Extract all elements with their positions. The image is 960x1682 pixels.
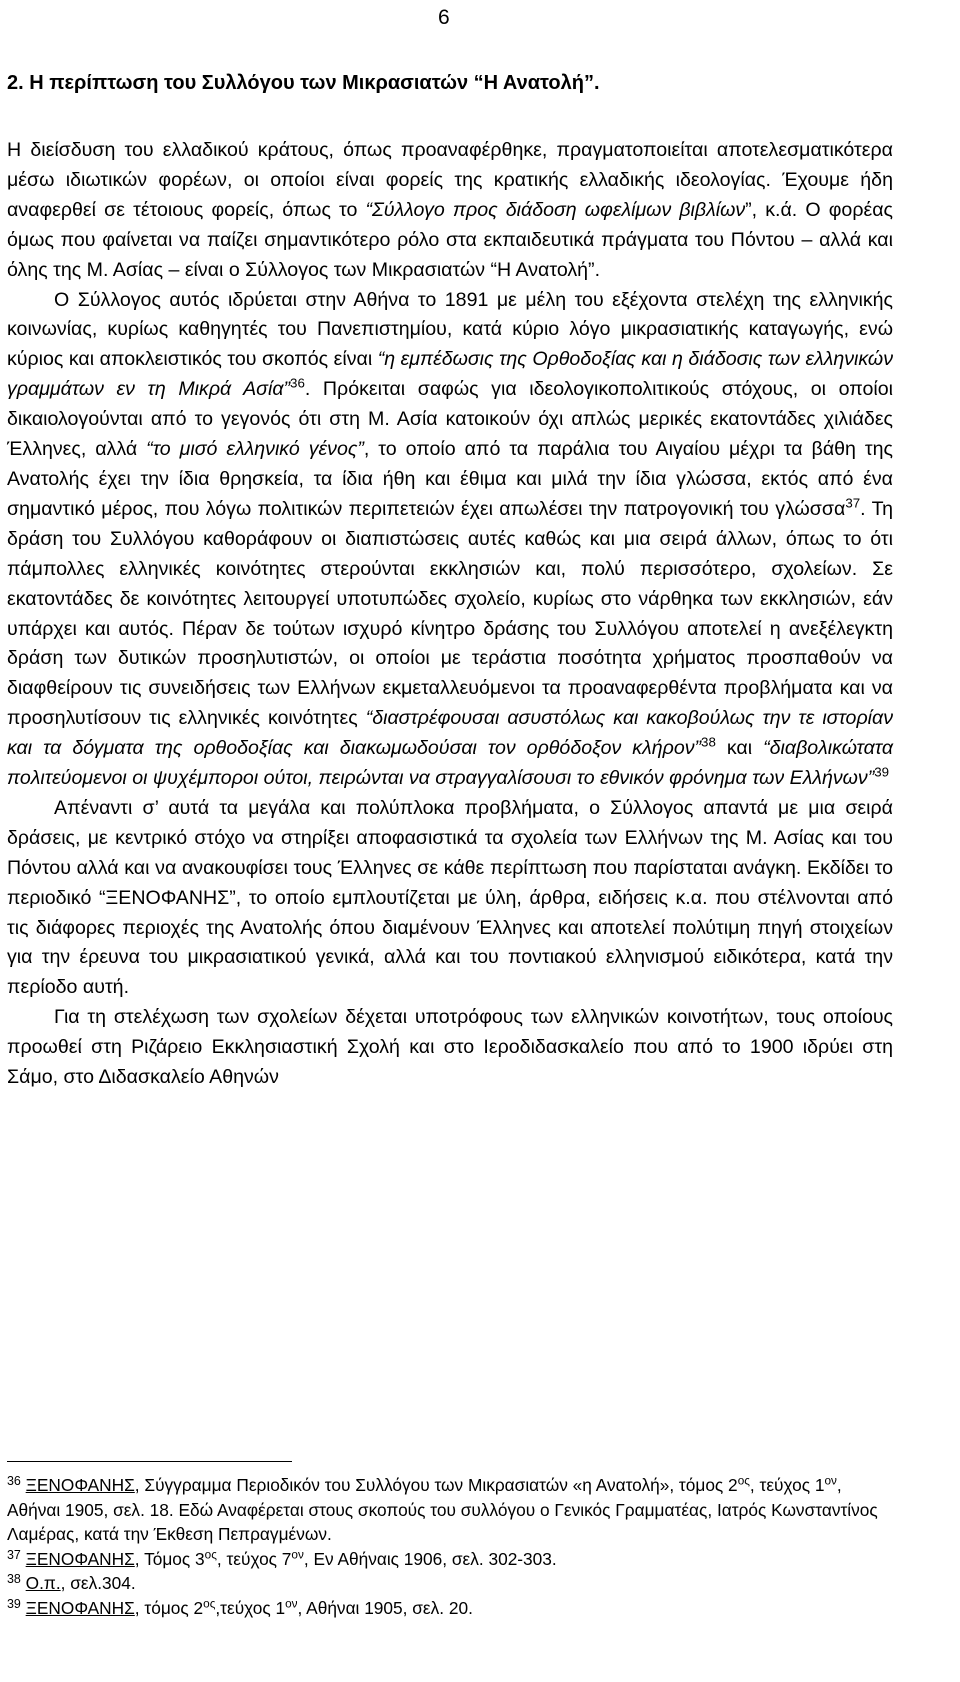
text: Η διείσδυση του ελλαδικού κράτους, όπως προαναφέρθηκε, πραγματοποιείται αποτελεσματικότερα μέσω ιδιωτικών φορέων, οι οποίοι είναι φορείς της κρατικής ελλαδικής ιδεολογίας. Έχουμε ήδη αναφερθεί σε τέτοιους φορείς, όπως το — [7, 139, 893, 221]
footnote-ref-38[interactable]: 38 — [701, 734, 716, 750]
footnote-source-link[interactable]: ΞΕΝΟΦΑΝΗΣ — [25, 1597, 135, 1618]
footnote-source-link[interactable]: Ο.π. — [25, 1573, 61, 1594]
text: ος — [203, 1597, 216, 1611]
text: . Τη δράση του Συλλόγου καθοράφουν οι διαπιστώσεις αυτές καθώς και μια σειρά άλλων, όπως το ότι πάμπολλες ελληνικές κοινότητες στερούνται εκκλησιών και, πολύ περισσότερο, σχολείων. Σε εκατοντάδες δε κοινότητες λειτουργεί υποτυπώδες σχολείο, κυρίως στο νάρθηκα των εκκλησιών, εάν υπάρχει και αυτός. Πέραν δε τούτων ισχυρό κίνητρο δράσης του Συλλόγου αποτελεί η ανεξέλεγκτη δράση των δυτικών προσηλυτιστών, οι οποίοι με τεράστια ποσότητα χρήματος προσπαθούν να διαφθείρουν τις συνειδήσεις των Ελλήνων εκμεταλλευόμενοι τα προαναφερθέντα προβλήματα και να προσηλυτίσουν τις ελληνικές κοινότητες — [7, 497, 893, 730]
page-number: 6 — [438, 6, 450, 29]
text: ον — [285, 1597, 298, 1611]
quote: “το μισό ελληνικό γένος” — [146, 438, 364, 461]
footnote-number: 37 — [7, 1547, 21, 1562]
body-text — [7, 136, 893, 1093]
text: ος — [737, 1474, 750, 1488]
footnote-source-link[interactable]: ΞΕΝΟΦΑΝΗΣ — [25, 1475, 135, 1495]
text: , τεύχος 1 — [749, 1475, 825, 1495]
text: ”, κ.ά. Ο φορέας όμως που φαίνεται να παίζει σημαντικότερο ρόλο στα εκπαιδευτικά πράγματα του Πόντου – αλλά και όλης της Μ. Ασίας – είναι ο Σύλλογος των Μικρασιατών “Η Ανατολή”. — [7, 198, 893, 281]
footnote-37 — [7, 1547, 893, 1572]
footnote-ref-37[interactable]: 37 — [845, 495, 861, 511]
text: , τόμος 2 — [134, 1597, 204, 1618]
footnote-38 — [7, 1571, 893, 1596]
quoted-title: “Σύλλογο προς διάδοση ωφελίμων βιβλίων — [365, 198, 746, 221]
footnote-number: 39 — [7, 1596, 21, 1611]
text: Ο Σύλλογος αυτός ιδρύεται στην Αθήνα το 1891 με μέλη του εξέχοντα στελέχη της ελληνικής κοινωνίας, κυρίως καθηγητές του Πανεπιστημίου, κατά κύριο λόγο μικρασιατικής καταγωγής, ενώ κύριος και αποκλειστικός του σκοπός είναι — [7, 288, 893, 371]
section-heading: 2. Η περίπτωση του Συλλόγου των Μικρασιατών “Η Ανατολή”. — [7, 72, 600, 94]
text: , Εν Αθήναις 1906, σελ. 302-303. — [303, 1548, 557, 1569]
text: και — [715, 737, 764, 760]
quote: “διαστρέφουσαι ασυστόλως και κακοβούλως την τε ιστορίαν και τα δόγματα της ορθοδοξίας και διακωμωδούσαι τον ορθόδοξον κλήρον” — [7, 707, 893, 760]
footnote-39 — [7, 1596, 893, 1621]
quote: “διαβολικώτατα πολιτεύομενοι οι ψυχέμποροι ούτοι, πειρώνται να στραγγαλίσουσι το εθνικόν φρόνημα των Ελλήνων” — [7, 737, 893, 790]
footnote-number: 36 — [7, 1473, 21, 1488]
paragraph-1 — [7, 136, 893, 286]
footnotes — [7, 1473, 893, 1621]
text: , Σύγγραμμα Περιοδικόν του Συλλόγου των Μικρασιατών «η Ανατολή», τόμος 2 — [134, 1475, 738, 1495]
footnote-separator — [7, 1461, 292, 1462]
paragraph-2 — [7, 286, 893, 794]
text: ος — [204, 1548, 217, 1562]
text: ,τεύχος 1 — [215, 1597, 286, 1618]
paragraph-4: Για τη στελέχωση των σχολείων δέχεται υποτρόφους των ελληνικών κοινοτήτων, τους οποίους προωθεί στη Ριζάρειο Εκκλησιαστική Σχολή και στο Ιεροδιδασκαλείο που από το 1900 ιδρύει στη Σάμο, στο Διδασκαλείο Αθηνών — [7, 1006, 893, 1089]
text: , το οποίο από τα παράλια του Αιγαίου μέχρι τα βάθη της Ανατολής έχει την ίδια θρησκεία, τα ίδια ήθη και έθιμα και μιλά την ίδια γλώσσα, εκτός από ένα σημαντικό μέρος, που λόγω πολιτικών περιπετειών έχει απωλέσει την πατρογονική του γλώσσα — [7, 438, 893, 520]
footnote-36 — [7, 1473, 893, 1547]
paragraph-3: Απέναντι σ’ αυτά τα μεγάλα και πολύπλοκα προβλήματα, ο Σύλλογος απαντά με μια σειρά δράσεις, με κεντρικό στόχο να στηρίξει αποφασιστικά τα σχολεία των Ελλήνων της Μ. Ασίας και του Πόντου αλλά και να ανακουφίσει τους Έλληνες σε κάθε περίπτωση που παρίσταται ανάγκη. Εκδίδει το περιοδικό “ΞΕΝΟΦΑΝΗΣ”, το οποίο εμπλουτίζεται με ύλη, άρθρα, ειδήσεις κ.α. που στέλνονται από τις διάφορες περιοχές της Ανατολής όπου διαμένουν Έλληνες και αποτελεί πολύτιμη πηγή στοιχείων για την έρευνα του μικρασιατικού γενικά, αλλά και του ποντιακού ελληνισμού ειδικότερα, κατά την περίοδο αυτή. — [7, 796, 893, 999]
footnote-ref-36[interactable]: 36 — [290, 375, 305, 391]
footnote-ref-39[interactable]: 39 — [874, 764, 890, 780]
text: , σελ.304. — [60, 1573, 136, 1594]
text: . Πρόκειται σαφώς για ιδεολογικοπολιτικούς στόχους, οι οποίοι δικαιολογούνται από το γεγονός ότι στη Μ. Ασία κατοικούν όχι απλώς μερικές εκατοντάδες χιλιάδες Έλληνες, αλλά — [7, 378, 893, 461]
footnote-source-link[interactable]: ΞΕΝΟΦΑΝΗΣ — [25, 1548, 135, 1569]
text: , Αθήναι 1905, σελ. 20. — [297, 1597, 473, 1618]
quote: “η εμπέδωσις της Ορθοδοξίας και η διάδοσις των ελληνικών γραμμάτων εν τη Μικρά Ασία” — [7, 348, 893, 401]
text: , τεύχος 7 — [216, 1548, 292, 1569]
text: ον — [291, 1548, 304, 1562]
text: ον — [824, 1474, 837, 1488]
text: , Αθήναι 1905, σελ. 18. Εδώ Αναφέρεται στους σκοπούς του συλλόγου ο Γενικός Γραμματέας, Ιατρός Κωνσταντίνος Λαμέρας, κατά την Έκθεση Πεπραγμένων. — [7, 1475, 878, 1545]
text: , Τόμος 3 — [134, 1548, 205, 1569]
footnote-number: 38 — [7, 1572, 21, 1587]
